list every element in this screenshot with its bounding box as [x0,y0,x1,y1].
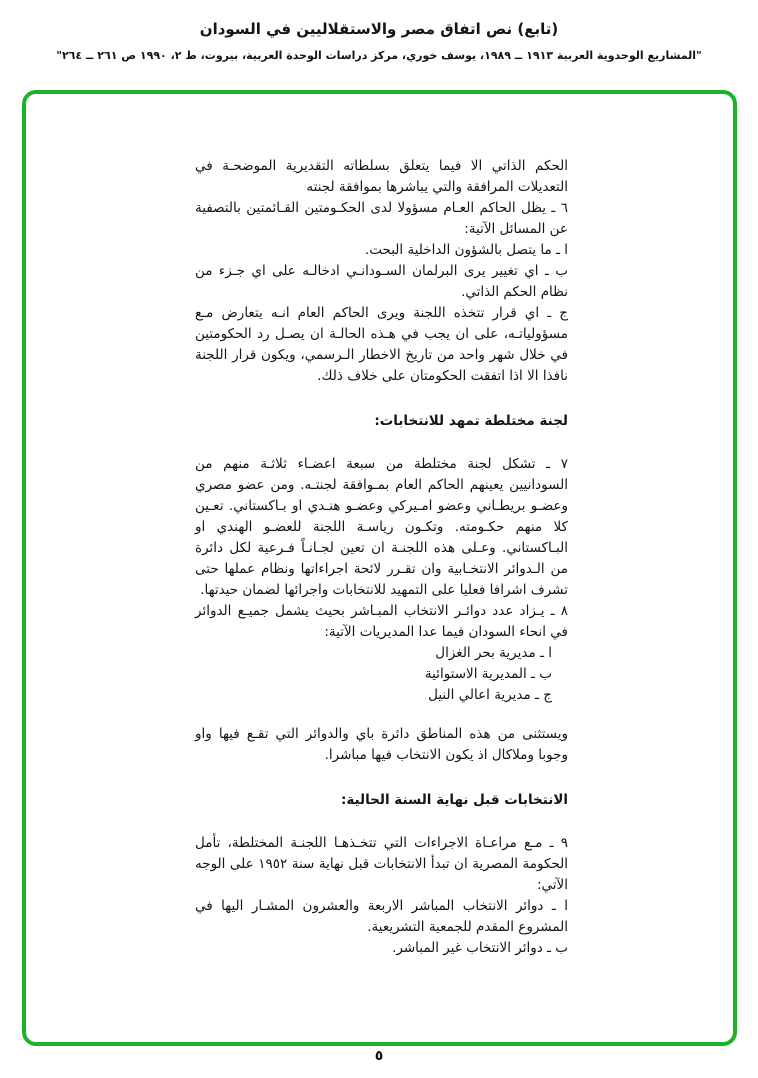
clause-7: ٧ ـ تشكل لجنة مختلطة من سبعة اعضـاء ثلاثـة منهم من السودانيين يعينهم الحاكم العام بمـوافقة لجنتـه. ومن عضو مصري وعضـو بريطـاني وعضو امـيركي وعضـو هنـدي او بـاكستاني. تعـين كلا منهم حكـومته. وتكـون رياسـة اللجنة للعضـو الهندي او البـاكستاني. وعـلى هذه اللجنـة ان تعين لجـانـاً فـرعية لكل دائرة من الـدوائر الانتخـابية وان تقـرر لائحة اجراءاتها ونظام عملها حتى تشرف اشرافا فعليا على التمهيد للانتخابات واجرائها لضمان حيدتها. [195,456,568,598]
clause-6-item-b: ب ـ اي تغيير يرى البرلمان السـودانـي ادخالـه على اي جـزء من نظام الحكم الذاتي. [195,263,568,300]
clause-9-item-b: ب ـ دوائر الانتخاب غير المباشر. [392,940,568,956]
clause-6-item-c: ج ـ اي قرار تتخذه اللجنة ويرى الحاكم العام انـه يتعارض مـع مسؤولياتـه، على ان يجب في هـذه الحالـة ان يصـل رد الحكومتين في خلال شهر واحد من تاريخ الاخطار الـرسمي، ويكون قرار اللجنة نافذا الا اذا اتفقت الحكومتان على خلاف ذلك. [195,305,568,384]
document-content [195,156,568,959]
clause-6-item-a: ا ـ ما يتصل بالشؤون الداخلية البحت. [364,242,568,258]
clause-8-item-c: ج ـ مديرية اعالي النيل [428,687,552,703]
page-header [0,20,758,62]
document-title: (تابع) نص اتفاق مصر والاستقلاليين في السودان [199,20,559,38]
clause-8-item-b: ب ـ المديرية الاستوائية [424,666,552,682]
page-number: ٥ [374,1048,384,1064]
section-heading-mixed-committee: لجنة مختلطة تمهد للانتخابات: [374,413,568,429]
clause-6: ٦ ـ يظل الحاكم العـام مسؤولا لدى الحكـومتين القـائمتين بالتصفية عن المسائل الآتية: [195,200,568,237]
clause-8: ٨ ـ يـزاد عدد دوائـر الانتخاب المبـاشر بحيث يشمل جميـع الدوائر في انحاء السودان فيما عدا المديريات الآتية: [195,603,568,640]
clause-8-item-a: ا ـ مديرية بحر الغزال [435,645,552,661]
citation-line: "المشاريع الوحدوية العربية ١٩١٣ ــ ١٩٨٩، يوسف خوري، مركز دراسات الوحدة العربية، بيروت، ط ٢، ١٩٩٠ ص ٢٦١ ــ ٢٦٤" [56,49,702,62]
section-heading-elections: الانتخابات قبل نهاية السنة الحالية: [340,792,568,808]
paragraph-exception: ويستثنى من هذه المناطق دائرة باي والدوائر التي تقـع فيها واو وجوبا وملاكال اذ يكون الانتخاب فيها مباشرا. [195,726,568,763]
clause-9-item-a: ا ـ دوائر الانتخاب المباشر الاربعة والعشرون المشـار اليها في المشروع المقدم للجمعية التشريعية. [195,898,568,935]
paragraph-intro: الحكم الذاتي الا فيما يتعلق بسلطاته التقديرية الموضحـة في التعديلات المرافقة والتي يباشرها بموافقة لجنته [195,158,568,195]
green-border-frame [22,90,737,1046]
clause-9: ٩ ـ مـع مراعـاة الاجراءات التي تتخـذهـا اللجنـة المختلطة، تأمل الحكومة المصرية ان تبدأ الانتخابات قبل نهاية سنة ١٩٥٢ على الوجه الآتي: [195,835,568,893]
